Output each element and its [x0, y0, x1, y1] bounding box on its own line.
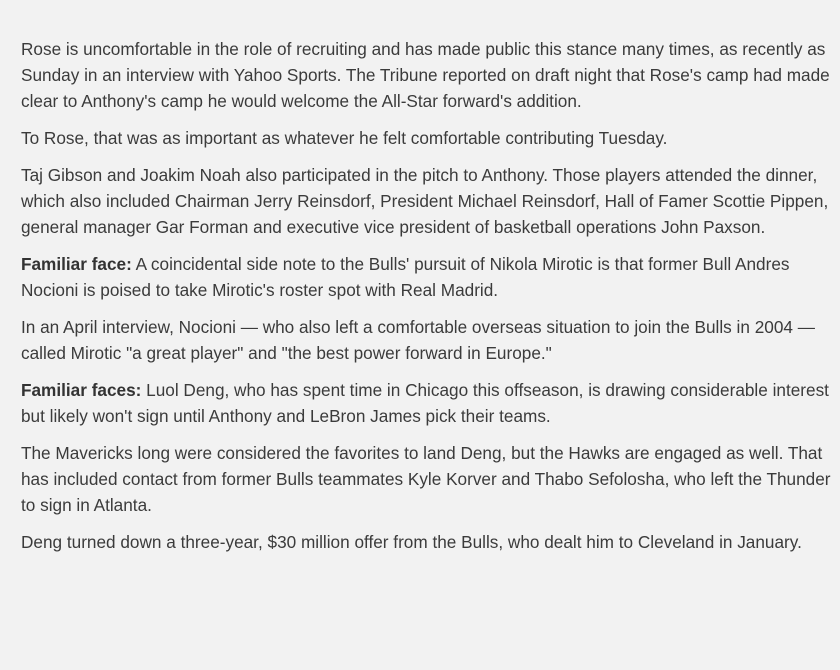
paragraph-rose-recruiting: Rose is uncomfortable in the role of recruiting and has made public this stance many times, as recently as Sunday in an interview with Yahoo Sports. The Tribune reported on draft night that Rose's camp had made clear to Anthony's camp he would welcome the All-Star forward's addition.: [21, 39, 830, 111]
paragraph-mavericks-hawks: The Mavericks long were considered the favorites to land Deng, but the Hawks are engaged as well. That has included contact from former Bulls teammates Kyle Korver and Thabo Sefolosha, who left the Thunder to sign in Atlanta.: [21, 443, 831, 515]
paragraph-familiar-face: [21, 251, 831, 303]
label-familiar-faces: Familiar faces:: [21, 380, 142, 400]
paragraph-nocioni-interview: In an April interview, Nocioni — who also left a comfortable overseas situation to join the Bulls in 2004 — called Mirotic "a great player" and "the best power forward in Europe.": [21, 317, 815, 363]
text-familiar-face: A coincidental side note to the Bulls' pursuit of Nikola Mirotic is that former Bull Andres Nocioni is poised to take Mirotic's roster spot with Real Madrid.: [21, 254, 790, 300]
label-familiar-face: Familiar face:: [21, 254, 132, 274]
paragraph-pitch-dinner: Taj Gibson and Joakim Noah also participated in the pitch to Anthony. Those players attended the dinner, which also included Chairman Jerry Reinsdorf, President Michael Reinsdorf, Hall of Famer Scottie Pippen, general manager Gar Forman and executive vice president of basketball operations John Paxson.: [21, 165, 829, 237]
paragraph-rose-tuesday: To Rose, that was as important as whatever he felt comfortable contributing Tuesday.: [21, 128, 668, 148]
article-body: [21, 36, 831, 566]
paragraph-familiar-faces: [21, 377, 831, 429]
paragraph-deng-offer: Deng turned down a three-year, $30 million offer from the Bulls, who dealt him to Cleveland in January.: [21, 532, 802, 552]
text-familiar-faces: Luol Deng, who has spent time in Chicago this offseason, is drawing considerable interest but likely won't sign until Anthony and LeBron James pick their teams.: [21, 380, 829, 426]
